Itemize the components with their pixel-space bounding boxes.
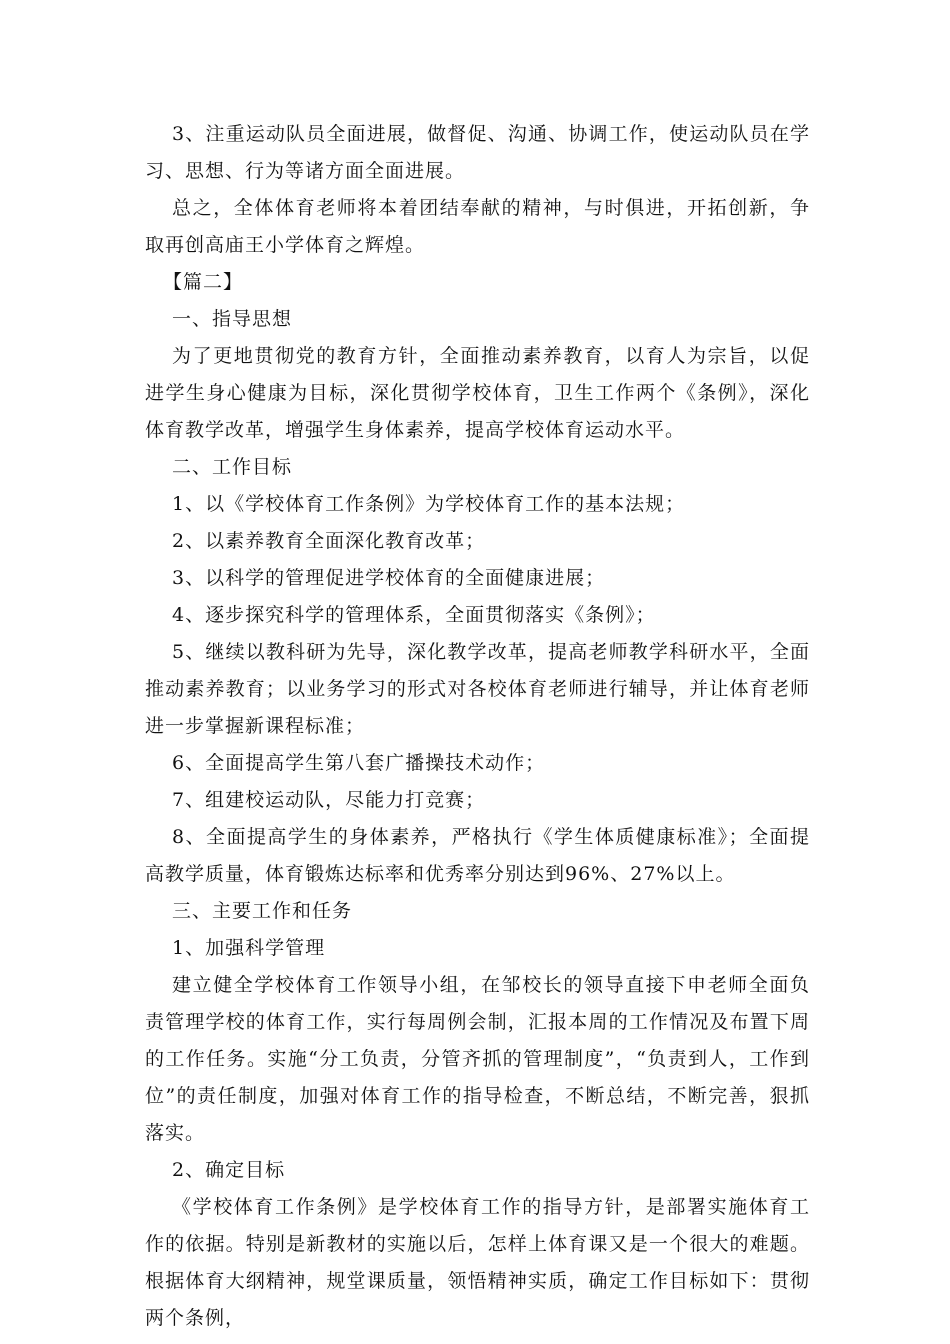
paragraph-set-goals: 《学校体育工作条例》是学校体育工作的指导方针，是部署实施体育工作的依据。特别是新教材的实施以后，怎样上体育课又是一个很大的难题。根据体育大纲精神，规堂课质量，领悟精神实质，确定工作目标如下：贯彻两个条例， [145,1196,810,1329]
goal-item-7: 7、组建校运动队，尽能力打竞赛； [172,789,486,811]
goal-item-8: 8、全面提高学生的身体素养，严格执行《学生体质健康标准》；全面提高教学质量，体育锻炼达标率和优秀率分别达到96%、27%以上。 [145,826,810,885]
document-body [145,116,810,1337]
subheading-strengthen-management: 1、加强科学管理 [172,937,326,959]
section-heading-part-two: 【篇二】 [163,271,244,293]
paragraph-guiding-ideology: 为了更地贯彻党的教育方针，全面推动素养教育，以育人为宗旨，以促进学生身心健康为目标，深化贯彻学校体育，卫生工作两个《条例》，深化体育教学改革，增强学生身体素养，提高学校体育运动水平。 [145,345,810,441]
goal-item-4: 4、逐步探究科学的管理体系，全面贯彻落实《条例》； [172,604,656,626]
paragraph-item3-athletes: 3、注重运动队员全面进展，做督促、沟通、协调工作，使运动队员在学习、思想、行为等诸方面全面进展。 [145,123,810,182]
subheading-set-goals: 2、确定目标 [172,1159,286,1181]
paragraph-management: 建立健全学校体育工作领导小组，在邹校长的领导直接下申老师全面负责管理学校的体育工作，实行每周例会制，汇报本周的工作情况及布置下周的工作任务。实施“分工负责，分管齐抓的管理制度”，“负责到人，工作到位”的责任制度，加强对体育工作的指导检查，不断总结，不断完善，狠抓落实。 [145,974,810,1144]
goal-item-5: 5、继续以教科研为先导，深化教学改革，提高老师教学科研水平，全面推动素养教育；以业务学习的形式对各校体育老师进行辅导，并让体育老师进一步掌握新课程标准； [145,641,810,737]
goal-item-3: 3、以科学的管理促进学校体育的全面健康进展； [172,567,606,589]
heading-work-goals: 二、工作目标 [172,456,293,478]
heading-main-tasks: 三、主要工作和任务 [172,900,353,922]
heading-guiding-ideology: 一、指导思想 [172,308,293,330]
paragraph-conclusion: 总之，全体体育老师将本着团结奉献的精神，与时俱进，开拓创新，争取再创高庙王小学体育之辉煌。 [145,197,810,256]
goal-item-6: 6、全面提高学生第八套广播操技术动作； [172,752,546,774]
goal-item-2: 2、以素养教育全面深化教育改革； [172,530,486,552]
goal-item-1: 1、以《学校体育工作条例》为学校体育工作的基本法规； [172,493,686,515]
